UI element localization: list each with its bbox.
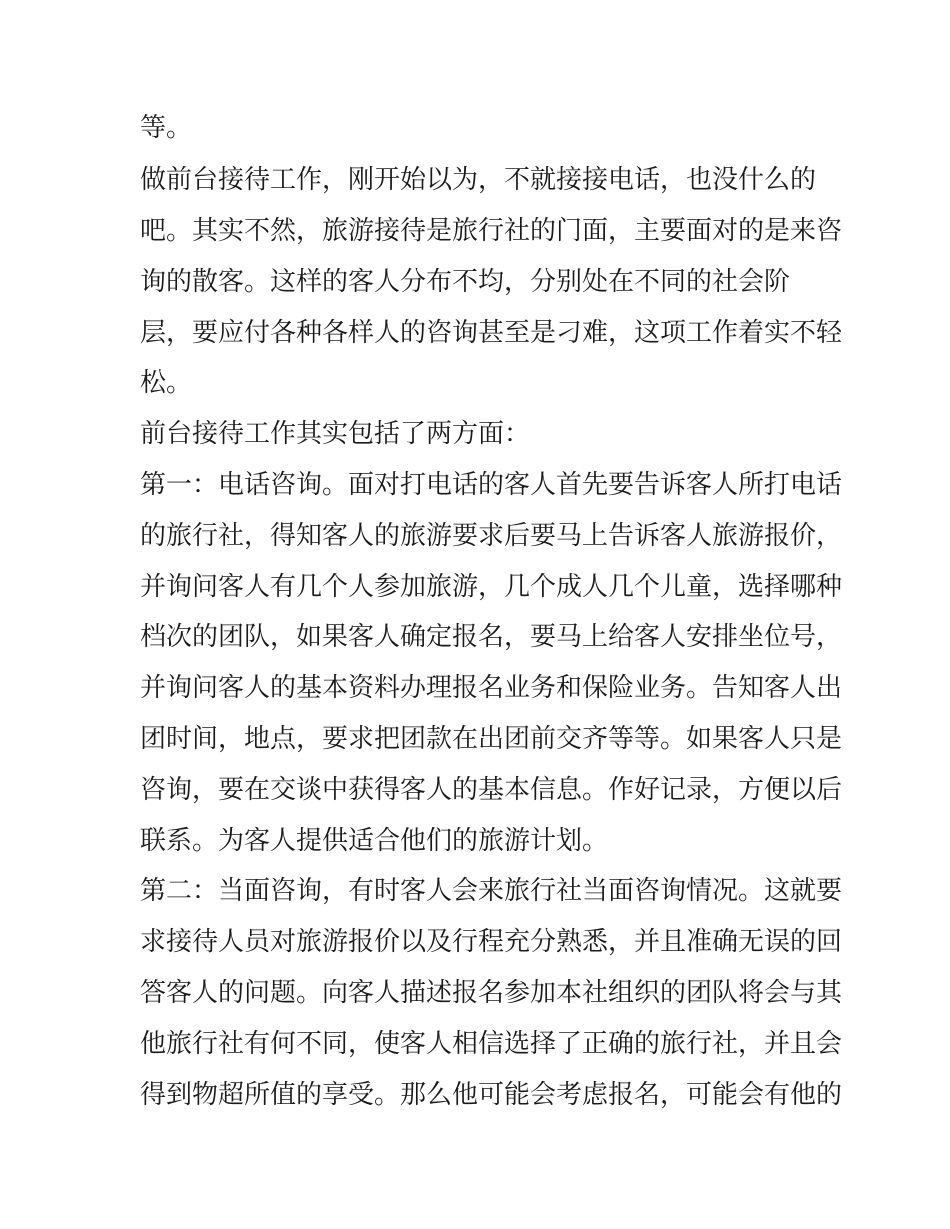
text-line-20: 得到物超所值的享受。那么他可能会考虑报名，可能会有他的 (140, 1080, 843, 1110)
text-line-15: 联系。为客人提供适合他们的旅游计划。 (140, 826, 609, 856)
text-line-14: 咨询，要在交谈中获得客人的基本信息。作好记录，方便以后 (140, 775, 843, 805)
text-line-17: 求接待人员对旅游报价以及行程充分熟悉，并且准确无误的回 (140, 927, 843, 957)
text-line-6: 松。 (140, 368, 193, 398)
text-line-13: 团时间，地点，要求把团款在出团前交齐等等。如果客人只是 (140, 724, 843, 754)
text-line-19: 他旅行社有何不同，使客人相信选择了正确的旅行社，并且会 (140, 1029, 843, 1059)
text-line-2: 做前台接待工作，刚开始以为，不就接接电话，也没什么的 (140, 165, 817, 195)
text-line-12: 并询问客人的基本资料办理报名业务和保险业务。告知客人出 (140, 673, 843, 703)
text-line-5: 层，要应付各种各样人的咨询甚至是刁难，这项工作着实不轻 (140, 318, 843, 348)
text-line-4: 询的散客。这样的客人分布不均，分别处在不同的社会阶 (140, 267, 791, 297)
text-line-7: 前台接待工作其实包括了两方面： (140, 419, 531, 449)
text-line-10: 并询问客人有几个人参加旅游，几个成人几个儿童，选择哪种 (140, 572, 843, 602)
text-line-11: 档次的团队，如果客人确定报名，要马上给客人安排坐位号， (140, 622, 843, 652)
text-line-18: 答客人的问题。向客人描述报名参加本社组织的团队将会与其 (140, 978, 843, 1008)
text-line-8: 第一：电话咨询。面对打电话的客人首先要告诉客人所打电话 (140, 470, 843, 500)
text-line-16: 第二：当面咨询，有时客人会来旅行社当面咨询情况。这就要 (140, 876, 843, 906)
text-line-1: 等。 (140, 113, 193, 143)
text-line-3: 吧。其实不然，旅游接待是旅行社的门面，主要面对的是来咨 (140, 216, 843, 246)
text-line-9: 的旅行社，得知客人的旅游要求后要马上告诉客人旅游报价， (140, 521, 843, 551)
